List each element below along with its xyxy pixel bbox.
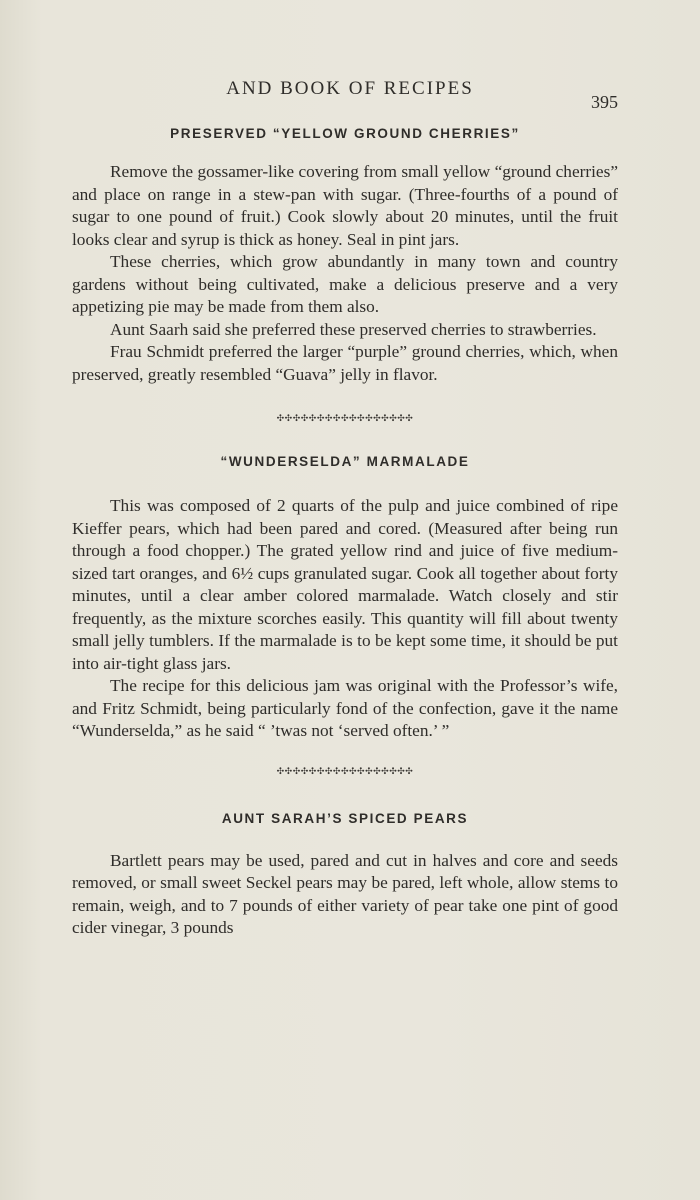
section-title-wunderselda-marmalade: “WUNDERSELDA” MARMALADE [220, 454, 470, 469]
paragraph: Aunt Saarh said she preferred these preserved cherries to strawberries. [110, 319, 597, 339]
paragraph: This was composed of 2 quarts of the pulp and juice combined of ripe Kieffer pears, which had been pared and cored. (Measured after being run through a food chopper.) The grated yellow rind and juice of five medium-sized tart oranges, and 6½ cups granulated sugar. Cook all together about forty minutes, until a clear amber colored marmalade. Watch closely and stir frequently, as the mixture scorches easily. This quantity will fill about twenty small jelly tumblers. If the marmalade is to be kept some time, it should be put into air-tight glass jars. [72, 496, 618, 673]
ornament-divider: ✣✣✣✣✣✣✣✣✣✣✣✣✣✣✣✣✣ [276, 414, 414, 424]
running-title: AND BOOK OF RECIPES [226, 78, 474, 99]
section-title-aunt-sarahs-spiced-pears: AUNT SARAH’S SPICED PEARS [221, 810, 469, 826]
paragraph: These cherries, which grow abundantly in many town and country gardens without being cultivated, make a delicious preserve and a very appetizing pie may be made from them also. [72, 252, 618, 316]
section-title-yellow-ground-cherries: PRESERVED “YELLOW GROUND CHERRIES” [170, 126, 520, 141]
page-content [72, 122, 618, 940]
ornament-divider: ✣✣✣✣✣✣✣✣✣✣✣✣✣✣✣✣✣ [276, 766, 414, 777]
paragraph: The recipe for this delicious jam was original with the Professor’s wife, and Fritz Schmidt, being particularly fond of the confection, gave it the name “Wunderselda,” as he said “ ’twas not ‘served often.’ ” [72, 676, 618, 740]
paragraph: Frau Schmidt preferred the larger “purple” ground cherries, which, when preserved, greatly resembled “Guava” jelly in flavor. [72, 342, 618, 384]
paragraph: Bartlett pears may be used, pared and cut in halves and core and seeds removed, or small sweet Seckel pears may be pared, left whole, allow stems to remain, weigh, and to 7 pounds of either variety of pear take one pint of good cider vinegar, 3 pounds [72, 850, 618, 937]
paragraph: Remove the gossamer-like covering from small yellow “ground cherries” and place on range in a stew-pan with sugar. (Three-fourths of a pound of sugar to one pound of fruit.) Cook slowly about 20 minutes, until the fruit looks clear and syrup is thick as honey. Seal in pint jars. [72, 162, 618, 249]
page-number: 395 [591, 92, 618, 112]
